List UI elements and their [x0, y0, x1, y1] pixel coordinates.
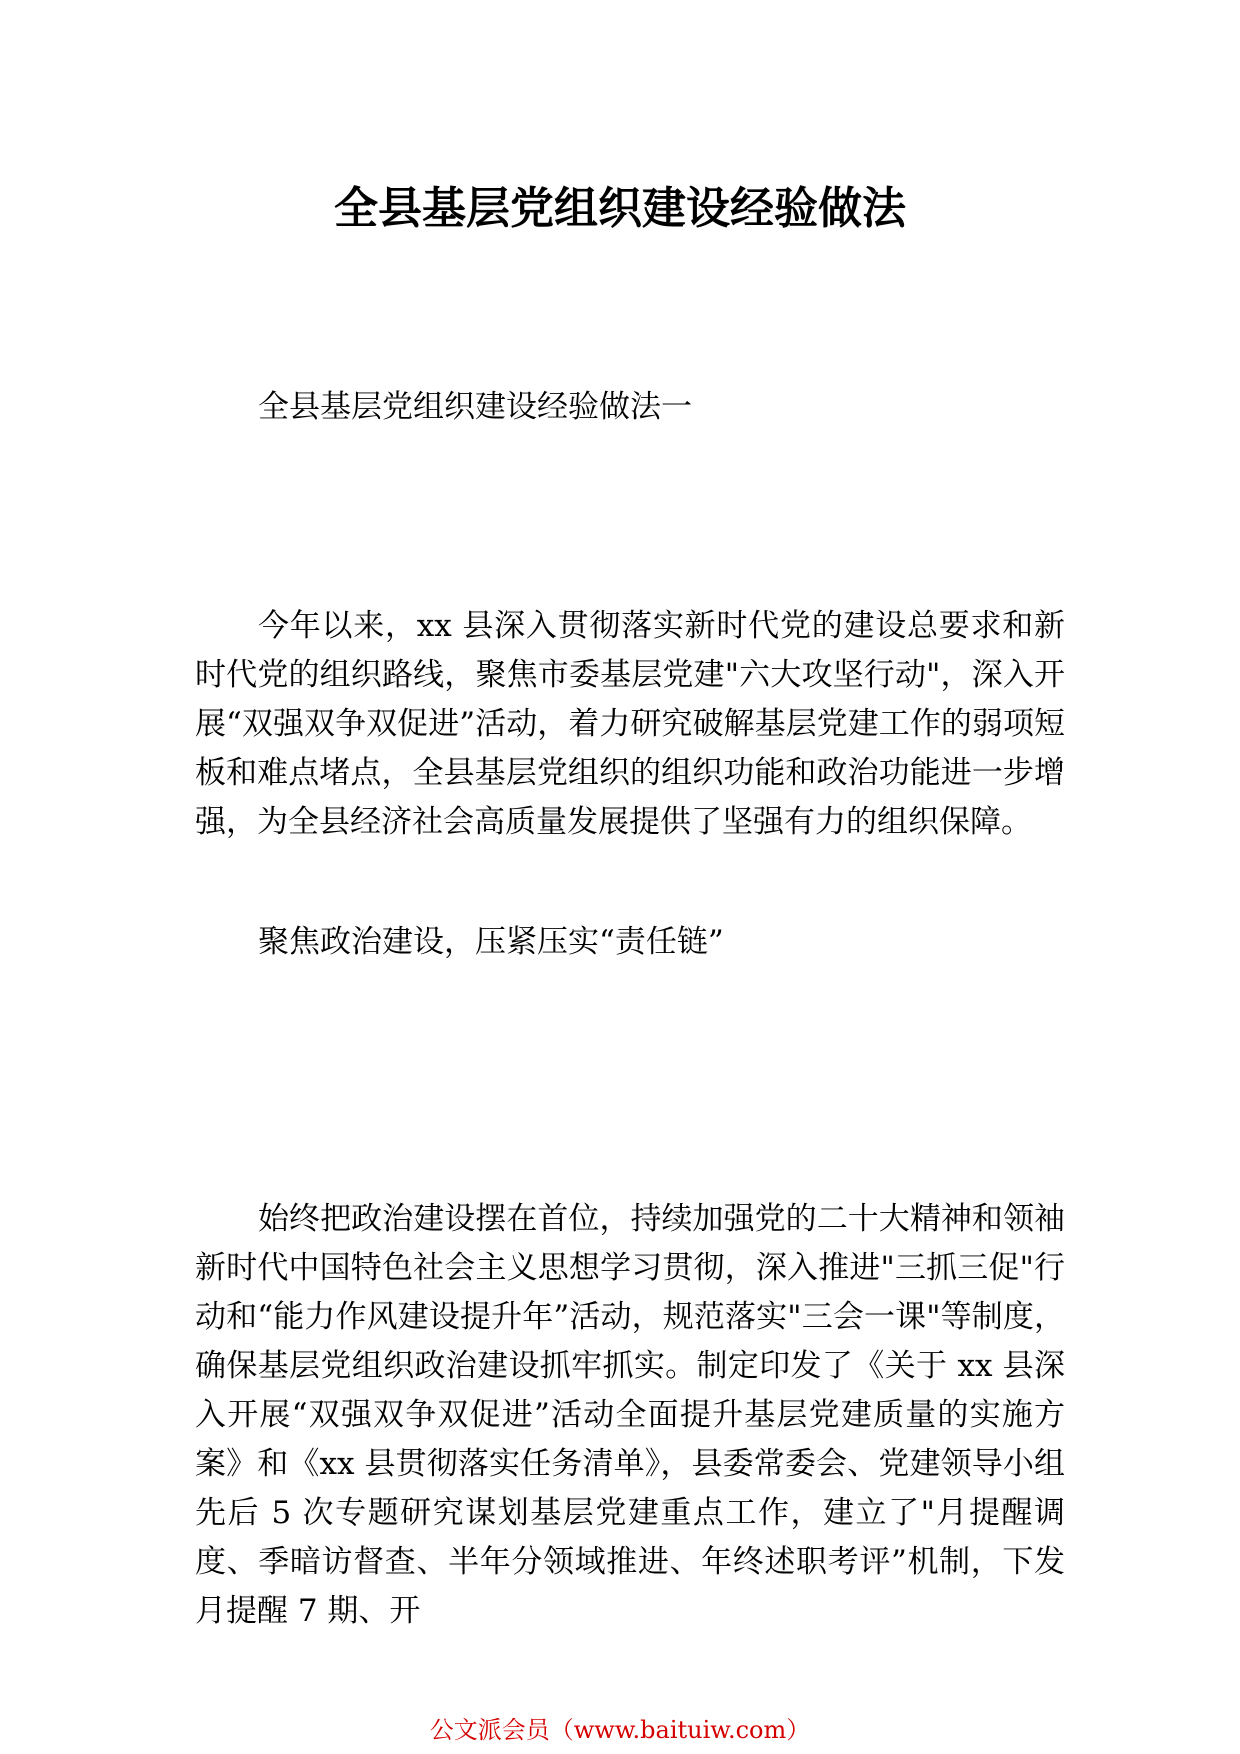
section-heading: 聚焦政治建设，压紧压实“责任链”	[258, 924, 724, 960]
intro-paragraph: 今年以来，xx 县深入贯彻落实新时代党的建设总要求和新时代党的组织路线，聚焦市委基层党建"六大攻坚行动"，深入开展“双强双争双促进”活动，着力研究破解基层党建工作的弱项短板和难点堵点，全县基层党组织的组织功能和政治功能进一步增强，为全县经济社会高质量发展提供了坚强有力的组织保障。	[195, 608, 1065, 840]
body-paragraph: 始终把政治建设摆在首位，持续加强党的二十大精神和领袖新时代中国特色社会主义思想学习贯彻，深入推进"三抓三促"行动和“能力作风建设提升年”活动，规范落实"三会一课"等制度，确保基层党组织政治建设抓牢抓实。制定印发了《关于 xx 县深入开展“双强双争双促进”活动全面提升基层党建质量的实施方案》和《xx 县贯彻落实任务清单》，县委常委会、党建领导小组先后 5 次专题研究谋划基层党建重点工作，建立了"月提醒调度、季暗访督查、半年分领域推进、年终述职考评”机制，下发月提醒 7 期、开	[195, 1201, 1065, 1629]
footer-watermark: 公文派会员（www.baituiw.com）	[429, 1716, 811, 1744]
document-subtitle: 全县基层党组织建设经验做法一	[258, 389, 692, 425]
document-title: 全县基层党组织建设经验做法	[334, 183, 906, 235]
